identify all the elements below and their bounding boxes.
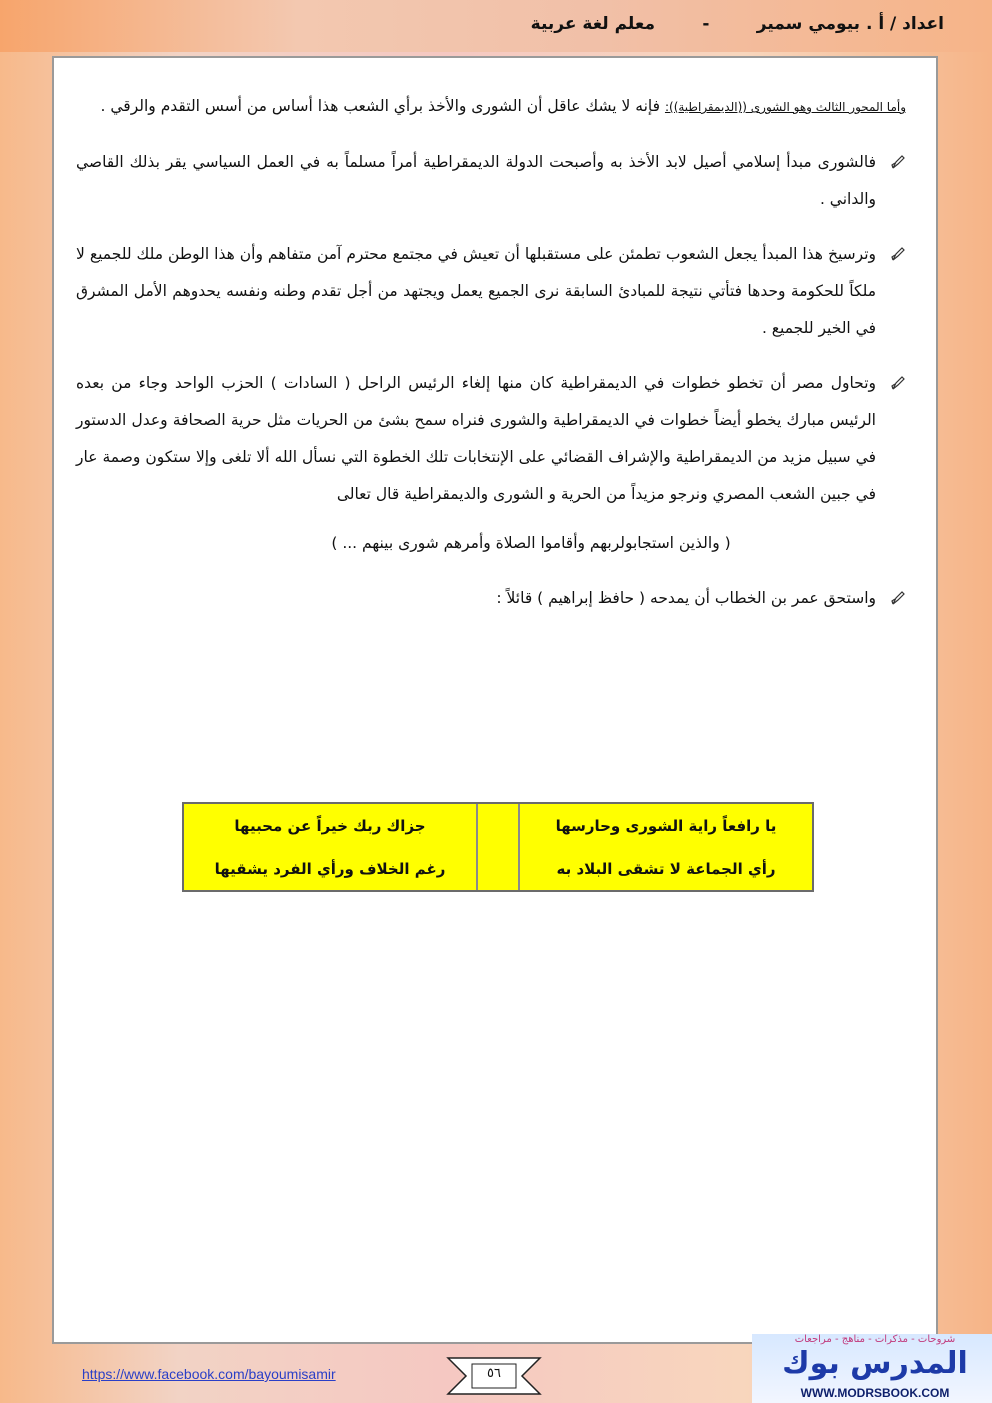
poem-left-column — [184, 804, 476, 890]
writing-hand-icon — [890, 154, 906, 170]
poem-verse: رغم الخلاف ورأي الفرد يشقيها — [214, 859, 446, 878]
paragraph-omar — [76, 580, 906, 617]
header-role: معلم لغة عربية — [530, 14, 655, 34]
page-number-badge — [446, 1356, 542, 1396]
page-number: ٥٦ — [487, 1366, 501, 1381]
quran-quote: ( والذين استجابولربهم وأقاموا الصلاة وأمرهم شورى بينهم ... ) — [331, 534, 731, 552]
paragraph-consolidation — [76, 236, 906, 347]
header-author: اعداد / أ . بيومي سمير — [756, 14, 944, 34]
paragraph-text: واستحق عمر بن الخطاب أن يمدحه ( حافظ إبراهيم ) قائلاً : — [496, 589, 876, 607]
writing-hand-icon — [890, 375, 906, 391]
document-body — [76, 88, 906, 635]
header-text — [531, 14, 944, 34]
paragraph-third-axis — [76, 88, 906, 126]
paragraph-text: فالشورى مبدأ إسلامي أصيل لابد الأخذ به وأصبحت الدولة الديمقراطية أمراً مسلماً به في العمل السياسي يقر بذلك القاصي والداني . — [76, 153, 876, 208]
writing-hand-icon — [890, 246, 906, 262]
paragraph-shura — [76, 144, 906, 218]
logo-tagline: شروحات - مذكرات - مناهج - مراجعات — [794, 1334, 956, 1345]
writing-hand-icon — [890, 590, 906, 606]
site-logo[interactable] — [752, 1334, 992, 1403]
header-separator: - — [702, 14, 710, 34]
page-frame — [52, 56, 938, 1344]
facebook-link[interactable]: https://www.facebook.com/bayoumisamir — [82, 1366, 336, 1382]
paragraph-text: فإنه لا يشك عاقل أن الشورى والأخذ برأي الشعب هذا أساس من أسس التقدم والرقي . — [100, 97, 661, 115]
logo-url: WWW.MODRSBOOK.COM — [800, 1386, 950, 1400]
paragraph-text: وتحاول مصر أن تخطو خطوات في الديمقراطية كان منها إلغاء الرئيس الراحل ( السادات ) الحزب الواحد وجاء من بعده الرئيس مبارك يخطو أيضاً خطوات في الديمقراطية والشورى فنراه سمح بشئ من الحريات مثل حرية الصحافة وعدل الدستور في سبيل مزيد من الديمقراطية والإشراف القضائي على الإنتخابات تلك الخطوة التي نسأل الله ألا تلغى وإلا ستكون وصمة عار في جبين الشعب المصري ونرجو مزيداً من الحرية و الشورى والديمقراطية قال تعالى — [76, 374, 876, 503]
poem-table — [182, 802, 814, 892]
poem-divider — [476, 804, 520, 890]
poem-verse: رأي الجماعة لا تشقى البلاد به — [556, 859, 776, 878]
logo-name: المدرس بوك — [782, 1346, 968, 1381]
poem-verse: جزاك ربك خيراً عن محبيها — [234, 816, 426, 835]
paragraph-egypt-democracy — [76, 365, 906, 513]
poem-verse: يا رافعاً راية الشورى وحارسها — [555, 816, 777, 835]
poem-right-column — [520, 804, 812, 890]
page-header — [0, 0, 992, 52]
paragraph-text: وترسيخ هذا المبدأ يجعل الشعوب تطمئن على مستقبلها أن تعيش في مجتمع محترم آمن متفاهم وأن هذا الوطن ملك للجميع لا ملكاً للحكومة وحدها فتأتي نتيجة للمبادئ السابقة نرى الجميع يعمل ويجتهد من أجل تقدم وطنه ونفسه يحدوهم الأمل المشرق في الخير للجميع . — [76, 245, 876, 337]
paragraph-lead: وأما المحور الثالث وهو الشورى ((الديمقراطية)): — [664, 100, 906, 114]
